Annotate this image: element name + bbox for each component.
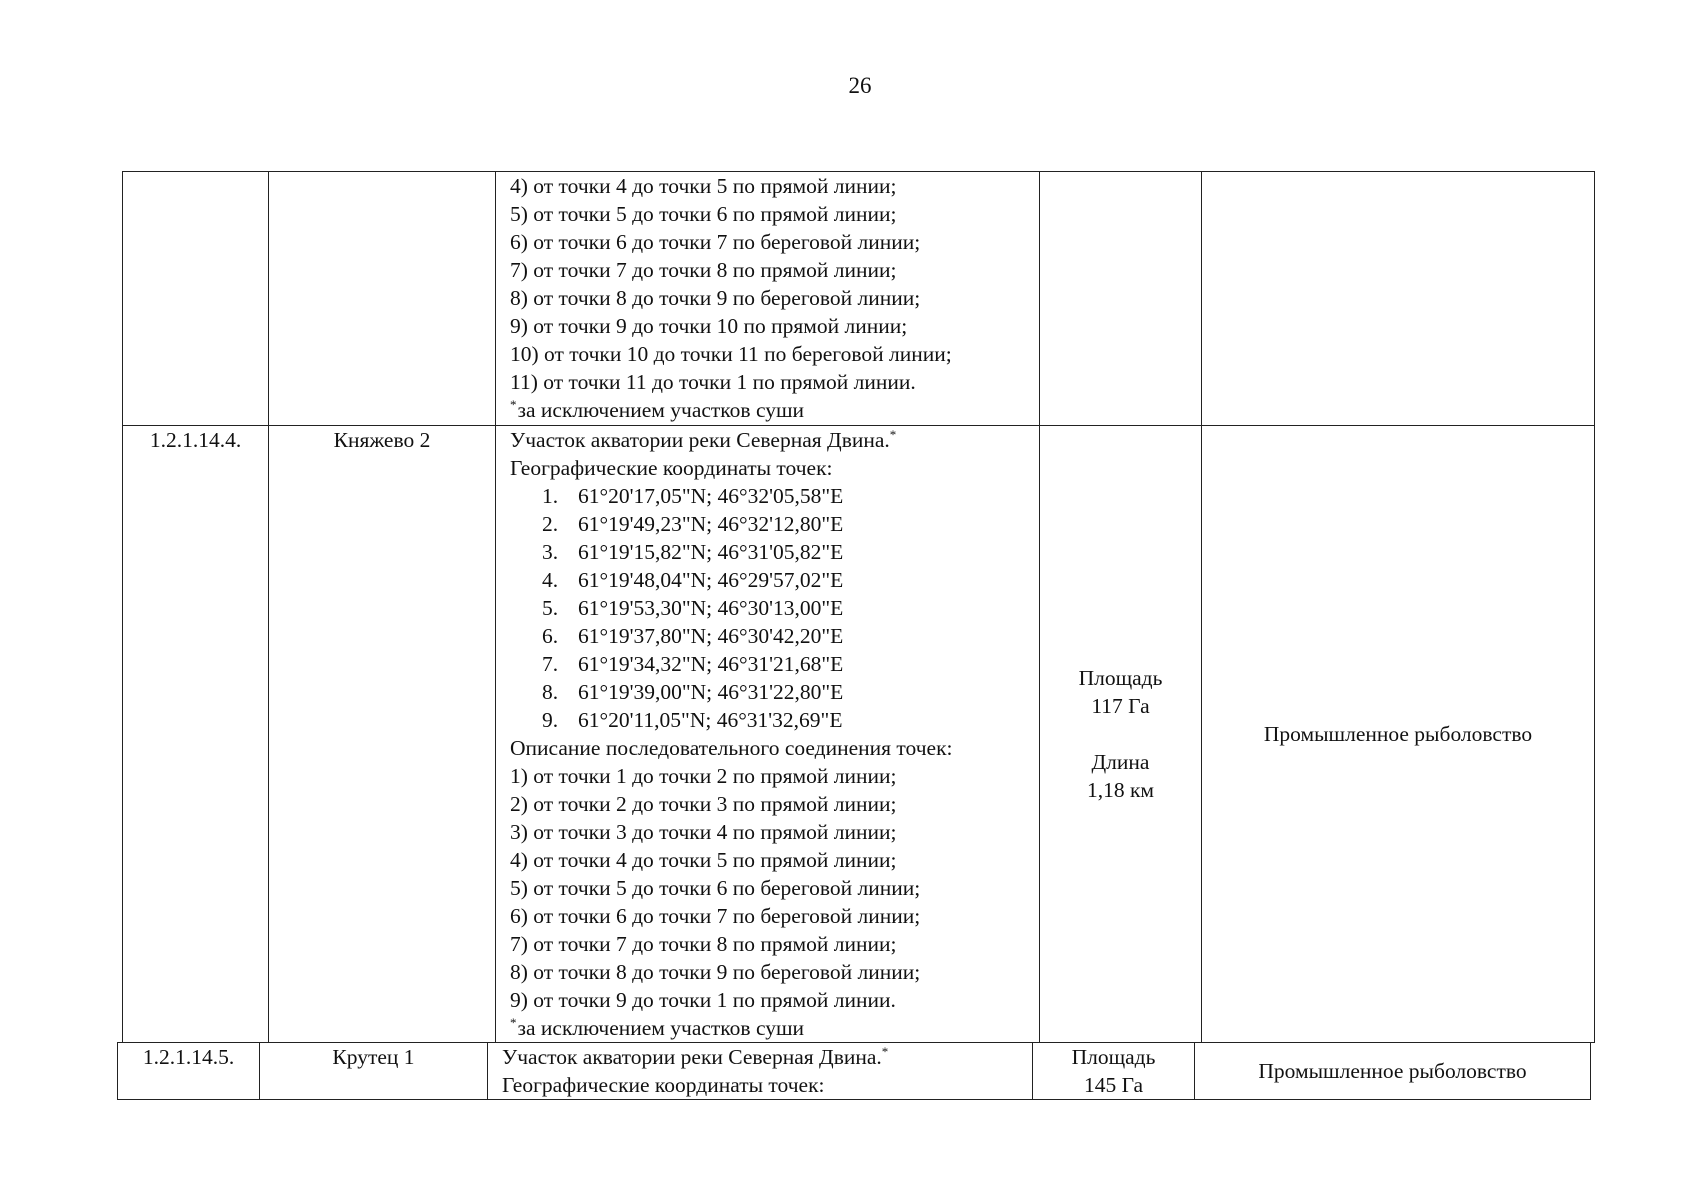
connection-line: 10) от точки 10 до точки 11 по береговой линии; [510, 342, 952, 366]
description-cell [496, 172, 1040, 426]
coordinate-number: 1. [542, 484, 559, 508]
coordinate-value: 61°19'49,23"N; 46°32'12,80"E [578, 512, 844, 536]
footnote-mark: * [881, 1044, 889, 1059]
usage-cell: Промышленное рыболовство [1202, 426, 1595, 1043]
connection-line: 6) от точки 6 до точки 7 по береговой линии; [510, 230, 921, 254]
usage-cell: Промышленное рыболовство [1195, 1043, 1591, 1100]
connection-line: 4) от точки 4 до точки 5 по прямой линии; [510, 174, 897, 198]
usage-cell [1202, 172, 1595, 426]
description-cell [488, 1043, 1033, 1100]
connection-line: 6) от точки 6 до точки 7 по береговой линии; [510, 904, 921, 928]
coordinate-number: 3. [542, 540, 559, 564]
regions-table-continued [117, 1042, 1591, 1100]
coordinate-value: 61°19'48,04"N; 46°29'57,02"E [578, 568, 844, 592]
coordinate-item [510, 566, 1039, 594]
connection-line: 5) от точки 5 до точки 6 по береговой линии; [510, 876, 921, 900]
connection-line: 11) от точки 11 до точки 1 по прямой линии. [510, 370, 916, 394]
description-cell [496, 426, 1040, 1043]
coordinate-number: 8. [542, 680, 559, 704]
coords-heading: Географические координаты точек: [502, 1073, 825, 1097]
area-cell [1040, 172, 1202, 426]
code-cell: 1.2.1.14.5. [118, 1043, 260, 1100]
coordinate-item [510, 510, 1039, 538]
area-cell [1033, 1043, 1195, 1100]
area-value: 117 Га [1091, 694, 1150, 718]
coordinate-value: 61°20'17,05"N; 46°32'05,58"E [578, 484, 844, 508]
section-title-text: Участок акватории реки Северная Двина. [502, 1045, 882, 1069]
coordinate-item [510, 678, 1039, 706]
area-cell [1040, 426, 1202, 1043]
table-row [123, 426, 1595, 1043]
connection-line: 3) от точки 3 до точки 4 по прямой линии; [510, 820, 897, 844]
connection-line: 8) от точки 8 до точки 9 по береговой линии; [510, 286, 921, 310]
area-label: Площадь [1078, 666, 1163, 690]
coordinate-item [510, 482, 1039, 510]
footnote-mark: * [510, 1015, 517, 1030]
name-cell: Крутец 1 [260, 1043, 488, 1100]
coordinate-number: 2. [542, 512, 559, 536]
coordinate-item [510, 538, 1039, 566]
spacer [1040, 720, 1201, 748]
section-title [502, 1043, 1032, 1071]
footnote [510, 1014, 1039, 1042]
regions-table [122, 171, 1595, 1043]
coordinate-value: 61°19'15,82"N; 46°31'05,82"E [578, 540, 844, 564]
footnote-text: за исключением участков суши [517, 398, 805, 422]
coordinate-number: 6. [542, 624, 559, 648]
connection-line: 9) от точки 9 до точки 1 по прямой линии. [510, 988, 896, 1012]
coordinate-number: 7. [542, 652, 559, 676]
length-value: 1,18 км [1086, 778, 1155, 802]
coordinate-value: 61°19'37,80"N; 46°30'42,20"E [578, 624, 844, 648]
page-number: 26 [848, 73, 872, 98]
connection-heading: Описание последовательного соединения точек: [510, 736, 953, 760]
coordinate-number: 4. [542, 568, 559, 592]
coordinate-item [510, 650, 1039, 678]
section-title [510, 426, 1039, 454]
connection-line: 9) от точки 9 до точки 10 по прямой линии; [510, 314, 908, 338]
code-cell: 1.2.1.14.4. [123, 426, 269, 1043]
connection-line: 4) от точки 4 до точки 5 по прямой линии; [510, 848, 897, 872]
footnote-mark: * [510, 397, 517, 412]
connection-line: 8) от точки 8 до точки 9 по береговой линии; [510, 960, 921, 984]
footnote-text: за исключением участков суши [517, 1016, 805, 1040]
coords-heading: Географические координаты точек: [510, 456, 833, 480]
name-cell: Княжево 2 [269, 426, 496, 1043]
table-row [123, 172, 1595, 426]
connection-line: 7) от точки 7 до точки 8 по прямой линии; [510, 932, 897, 956]
area-label: Площадь [1071, 1045, 1156, 1069]
coordinate-value: 61°19'34,32"N; 46°31'21,68"E [578, 652, 844, 676]
coordinate-value: 61°20'11,05"N; 46°31'32,69"E [578, 708, 843, 732]
coordinate-item [510, 594, 1039, 622]
coordinate-value: 61°19'53,30"N; 46°30'13,00"E [578, 596, 844, 620]
area-value: 145 Га [1083, 1073, 1144, 1097]
coordinate-item [510, 706, 1039, 734]
footnote [510, 396, 1039, 424]
connection-line: 2) от точки 2 до точки 3 по прямой линии; [510, 792, 897, 816]
coordinate-item [510, 622, 1039, 650]
connection-line: 5) от точки 5 до точки 6 по прямой линии; [510, 202, 897, 226]
coordinate-number: 9. [542, 708, 559, 732]
footnote-mark: * [889, 427, 897, 442]
coordinate-value: 61°19'39,00"N; 46°31'22,80"E [578, 680, 844, 704]
connection-line: 7) от точки 7 до точки 8 по прямой линии; [510, 258, 897, 282]
code-cell [123, 172, 269, 426]
section-title-text: Участок акватории реки Северная Двина. [510, 428, 890, 452]
table-row [118, 1043, 1591, 1100]
connection-line: 1) от точки 1 до точки 2 по прямой линии; [510, 764, 897, 788]
coordinate-number: 5. [542, 596, 559, 620]
name-cell [269, 172, 496, 426]
length-label: Длина [1091, 750, 1150, 774]
